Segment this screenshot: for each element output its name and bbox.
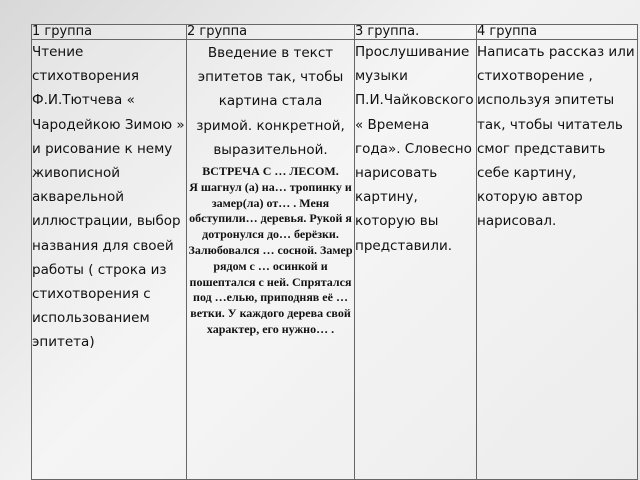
poem [187,164,354,338]
groups-table [31,24,638,480]
group-4-task: Написать рассказ или стихотворение , используя эпитеты так, чтобы читатель смог представить себе картину, которую автор нарисовал. [477,40,638,480]
header-group-4: 4 группа [477,25,638,40]
poem-body: Я шагнул (а) на… тропинку и замер(ла) от… . Меня обступили… деревья. Рукой я дотронулся до… берёзки. Залюбовался … сосной. Замер рядом с … осинкой и пошептался с ней. Спрятался под …елью, приподняв её … ветки. У каждого дерева свой характер, его нужно… . [188,179,353,336]
content-row [32,40,638,480]
poem-title: ВСТРЕЧА С … ЛЕСОМ. [202,164,339,179]
header-row [32,25,638,40]
group-3-task: Прослушивание музыки П.И.Чайковского « Времена года». Словесно нарисовать картину, которую вы представили. [355,40,477,480]
header-group-3: 3 группа. [355,25,477,40]
group-1-task: Чтение стихотворения Ф.И.Тютчева « Чародейкою Зимою » и рисование к нему живописной акварельной иллюстрации, выбор названия для своей работы ( строка из стихотворения с использованием эпитета) [32,40,187,480]
header-group-1: 1 группа [32,25,187,40]
group-2-task: Введение в текст эпитетов так, чтобы картина стала зримой. конкретной, выразительной. [196,45,345,158]
group-2-cell [187,40,355,480]
header-group-2: 2 группа [187,25,355,40]
